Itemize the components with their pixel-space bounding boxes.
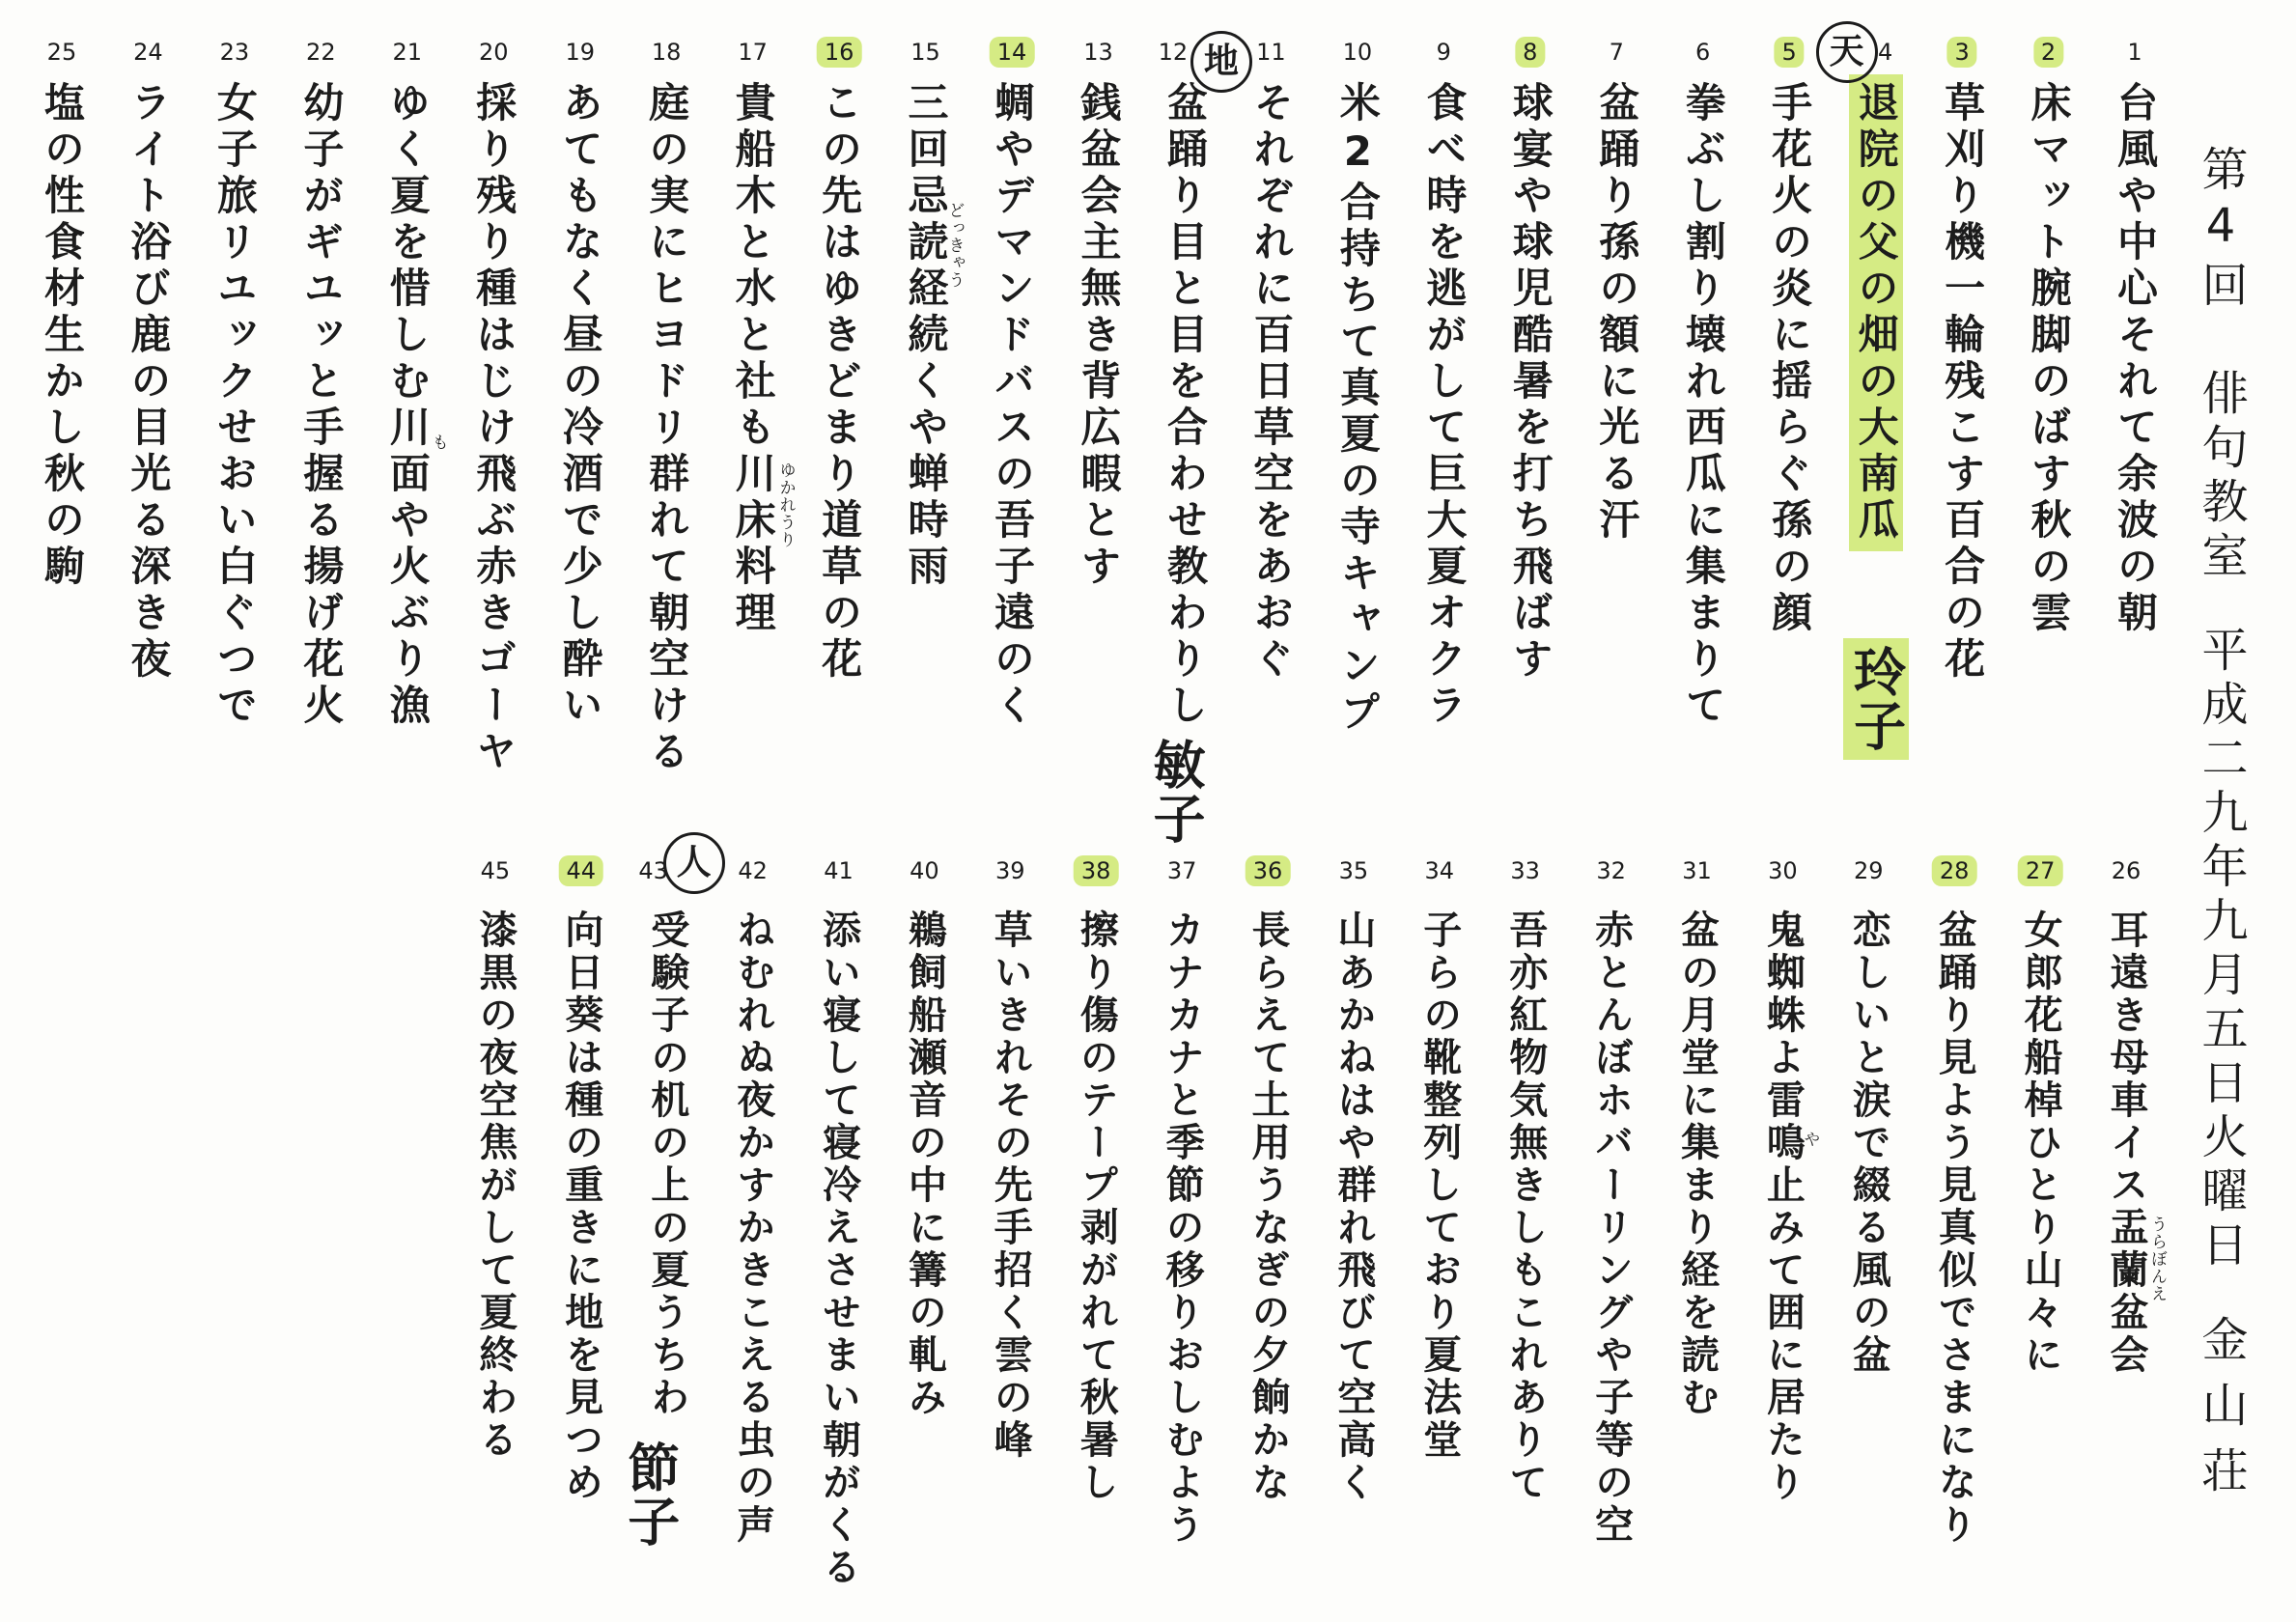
haiku-number: 26 xyxy=(2111,857,2142,884)
haiku-text: 貴船木と水と社も川床料理 xyxy=(729,81,777,637)
haiku-number: 2 xyxy=(2033,37,2063,68)
haiku-ruby: も xyxy=(428,433,448,451)
haiku-number: 27 xyxy=(2018,855,2063,886)
haiku-number: 16 xyxy=(817,37,862,68)
author-signature: 敏子 xyxy=(1144,738,1206,846)
haiku-number: 30 xyxy=(1768,857,1798,884)
haiku-ruby: どっきゃう xyxy=(944,201,965,289)
haiku-text: 吾亦紅物気無きしもこれありて xyxy=(1502,909,1548,1504)
haiku-text: 女郎花船棹ひとり山々に xyxy=(2018,909,2063,1377)
haiku-text: 盆踊り孫の額に光る汗 xyxy=(1593,81,1641,545)
haiku-number: 44 xyxy=(559,855,604,886)
haiku-text: 擦り傷のテープ剥がれて秋暑し xyxy=(1074,909,1119,1504)
haiku-text: 食べ時を逃がして巨大夏オクラ xyxy=(1420,81,1469,730)
haiku-number: 36 xyxy=(1246,855,1291,886)
venue-label: 金山荘 xyxy=(2194,1315,2248,1512)
haiku-number: 18 xyxy=(651,39,682,66)
haiku-number: 17 xyxy=(738,39,768,66)
haiku-text: 退院の父の畑の大南瓜 xyxy=(1852,81,1900,545)
haiku-number: 39 xyxy=(995,857,1025,884)
haiku-number: 20 xyxy=(478,39,509,66)
haiku-number: 14 xyxy=(990,37,1035,68)
haiku-text: 子らの靴整列しており夏法堂 xyxy=(1416,909,1462,1462)
haiku-text: 球宴や球児酷暑を打ち飛ばす xyxy=(1506,81,1554,684)
haiku-number: 11 xyxy=(1256,39,1286,66)
haiku-text: 三回忌読経続くや蝉時雨 xyxy=(902,81,950,591)
haiku-number: 42 xyxy=(738,857,768,884)
haiku-text: 台風や中心それて余波の朝 xyxy=(2112,81,2159,637)
award-mark-jin: 人 xyxy=(663,832,725,894)
author-signature: 節子 xyxy=(619,1440,681,1549)
haiku-text: 添い寝して寝冷えさせまい朝がくる xyxy=(816,909,861,1589)
haiku-number: 5 xyxy=(1775,37,1805,68)
haiku-number: 12 xyxy=(1158,39,1189,66)
haiku-number: 15 xyxy=(910,39,940,66)
haiku-text: あてもなく昼の冷酒で少し酔い xyxy=(556,81,604,730)
haiku-text: 鬼蜘蛛よ雷鳴止みて囲に居たり xyxy=(1760,909,1806,1504)
haiku-number: 21 xyxy=(392,39,423,66)
haiku-number: 31 xyxy=(1682,857,1712,884)
haiku-number: 10 xyxy=(1342,39,1373,66)
haiku-ruby: や xyxy=(1800,1130,1820,1148)
haiku-text: 漆黒の夜空焦がして夏終わる xyxy=(472,909,518,1462)
haiku-number: 1 xyxy=(2127,39,2142,66)
haiku-text: ゆく夏を惜しむ川面や火ぶり漁 xyxy=(383,81,432,730)
haiku-ruby: ゆかれうり xyxy=(775,461,796,548)
haiku-number: 34 xyxy=(1424,857,1455,884)
haiku-text: この先はゆきどまり道草の花 xyxy=(816,81,864,684)
haiku-number: 29 xyxy=(1854,857,1884,884)
session-title: 第4回 xyxy=(2194,145,2248,315)
haiku-text: 耳遠き母車イス盂蘭盆会 xyxy=(2104,909,2148,1377)
haiku-text: 草刈り機一輪残こす百合の花 xyxy=(1939,81,1987,684)
haiku-number: 38 xyxy=(1074,855,1119,886)
award-mark-ten: 天 xyxy=(1816,21,1878,83)
class-title: 俳句教室 xyxy=(2194,369,2248,585)
haiku-text: 赤とんぼホバーリングや子等の空 xyxy=(1588,909,1634,1547)
haiku-text: 塩の性食材生かし秋の駒 xyxy=(38,81,86,591)
haiku-number: 3 xyxy=(1946,37,1976,68)
haiku-text: 床マット腕脚のばす秋の雲 xyxy=(2025,81,2073,637)
haiku-text: 恋しいと涙で綴る風の盆 xyxy=(1846,909,1891,1377)
haiku-number: 33 xyxy=(1510,857,1540,884)
haiku-number: 45 xyxy=(480,857,511,884)
haiku-number: 23 xyxy=(219,39,250,66)
haiku-text: 銭盆会主無き背広暇とす xyxy=(1075,81,1123,591)
haiku-number: 37 xyxy=(1166,857,1197,884)
haiku-text: 庭の実にヒヨドリ群れて朝空ける xyxy=(643,81,691,776)
haiku-number: 8 xyxy=(1515,37,1545,68)
author-signature: 玲子 xyxy=(1845,645,1907,753)
haiku-text: 手花火の炎に揺らぐ孫の顔 xyxy=(1766,81,1814,637)
haiku-number: 24 xyxy=(133,39,163,66)
haiku-number: 19 xyxy=(565,39,595,66)
haiku-text: 長らえて土用うなぎの夕餉かな xyxy=(1246,909,1290,1504)
haiku-number: 25 xyxy=(46,39,77,66)
haiku-number: 32 xyxy=(1596,857,1626,884)
haiku-text: 拳ぶし割り壊れ西瓜に集まりて xyxy=(1679,81,1727,730)
haiku-text: 山あかねはや群れ飛びて空高く xyxy=(1330,909,1376,1504)
haiku-text: それぞれに百日草空をあおぐ xyxy=(1247,81,1296,684)
haiku-number: 7 xyxy=(1609,39,1624,66)
haiku-text: 鵜飼船瀬音の中に篝の軋み xyxy=(902,909,947,1419)
haiku-text: 盆の月堂に集まり経を読む xyxy=(1674,909,1720,1419)
haiku-number: 40 xyxy=(910,857,939,884)
haiku-text: 蜩やデマンドバスの吾子遠のく xyxy=(989,81,1037,730)
haiku-number: 13 xyxy=(1083,39,1113,66)
haiku-text: 米2合持ちて真夏の寺キャンプ xyxy=(1333,81,1382,737)
haiku-number: 9 xyxy=(1436,39,1451,66)
haiku-text: 向日葵は種の重きに地を見つめ xyxy=(558,909,603,1504)
haiku-text: ねむれぬ夜かすかきこえる虫の声 xyxy=(730,909,775,1547)
haiku-text: 受験子の机の上の夏うちわ xyxy=(644,909,689,1419)
haiku-number: 43 xyxy=(638,857,668,884)
haiku-text: 草いきれその先手招く雲の峰 xyxy=(988,909,1033,1462)
haiku-text: 女子旅リユックせおい白ぐつで xyxy=(210,81,259,730)
haiku-ruby: うらぼんえ xyxy=(2147,1215,2167,1302)
haiku-text: 盆踊り見よう見真似でさまになり xyxy=(1932,909,1977,1547)
haiku-number: 4 xyxy=(1877,39,1893,66)
haiku-number: 22 xyxy=(306,39,336,66)
award-mark-chi: 地 xyxy=(1190,31,1252,93)
haiku-text: カナカナと季節の移りおしむよう xyxy=(1160,909,1205,1547)
haiku-text: 採り残り種はじけ飛ぶ赤きゴーヤ xyxy=(470,81,518,776)
haiku-number: 28 xyxy=(1932,855,1977,886)
haiku-number: 41 xyxy=(824,857,854,884)
haiku-number: 6 xyxy=(1695,39,1711,66)
haiku-number: 35 xyxy=(1338,857,1369,884)
haiku-text: 幼子がギユッと手握る揚げ花火 xyxy=(297,81,346,730)
haiku-text: 盆踊り目と目を合わせ教わりし xyxy=(1161,81,1209,730)
haiku-text: ライト浴び鹿の目光る深き夜 xyxy=(125,81,173,684)
date-label: 平成二九年九月五日火曜日 xyxy=(2194,626,2248,1274)
